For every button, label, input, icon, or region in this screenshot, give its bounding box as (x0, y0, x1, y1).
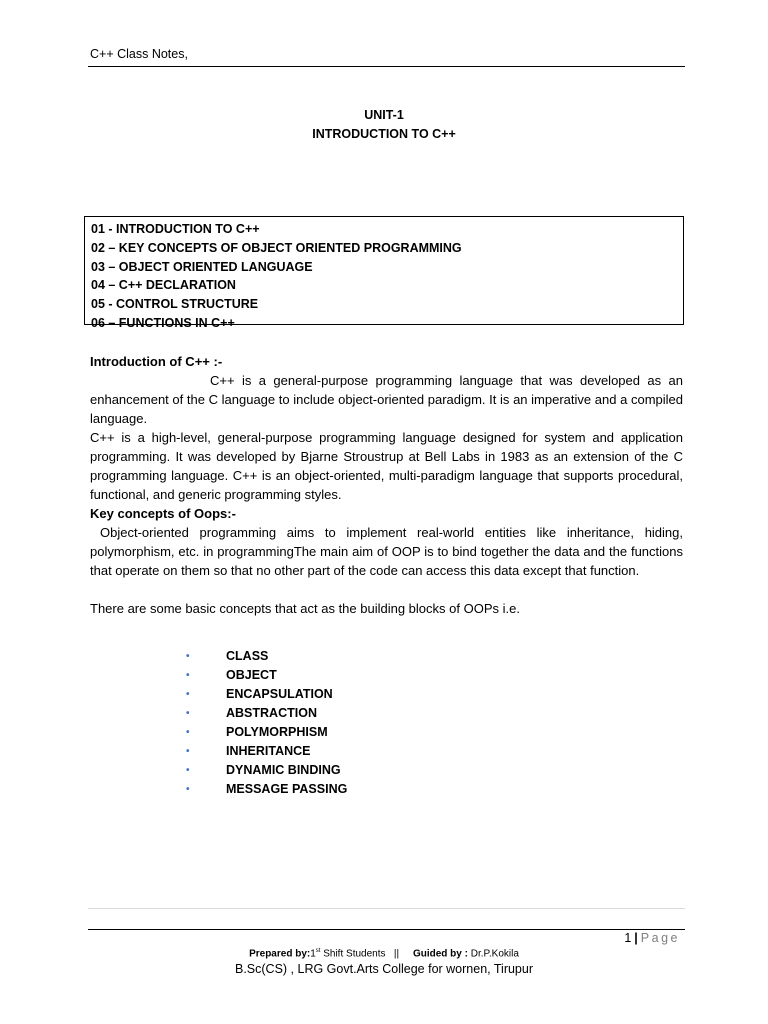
list-item (186, 742, 347, 761)
prepared-value: Shift Students (320, 948, 386, 960)
bullet-icon: • (186, 708, 190, 719)
list-item (186, 647, 347, 666)
concept-label: INHERITANCE (226, 744, 311, 758)
concept-label: POLYMORPHISM (226, 725, 328, 739)
prepared-by-line (0, 948, 768, 959)
intro-paragraph-1: C++ is a general-purpose programming language that was developed as an enhancement of the C language to include object-oriented paradigm. It is an imperative and a compiled language. (90, 373, 683, 426)
concept-label: DYNAMIC BINDING (226, 763, 341, 777)
college-line: B.Sc(CS) , LRG Govt.Arts College for wornen, Tirupur (234, 962, 534, 976)
unit-number: UNIT-1 (364, 108, 404, 122)
guided-label: Guided by : (412, 948, 468, 960)
concept-label: OBJECT (226, 668, 277, 682)
toc-item: 05 - CONTROL STRUCTURE (91, 297, 259, 312)
prepared-sup: st (315, 948, 321, 954)
oops-heading: Key concepts of Oops:- (90, 506, 236, 521)
list-item (186, 704, 347, 723)
toc-item: 04 – C++ DECLARATION (91, 278, 236, 293)
concept-label: ABSTRACTION (226, 706, 317, 720)
list-item (186, 666, 347, 685)
body-text (90, 352, 683, 618)
concept-label: MESSAGE PASSING (226, 782, 348, 796)
table-of-contents (84, 216, 684, 330)
prepared-num: 1 (310, 948, 316, 960)
concept-label: ENCAPSULATION (226, 687, 333, 701)
page-word: Page (640, 931, 680, 945)
unit-heading (0, 106, 768, 144)
page-separator: | (634, 931, 638, 945)
prepared-label: Prepared by: (249, 948, 311, 960)
footer-rule (88, 929, 685, 930)
footer-rule-light (88, 908, 685, 909)
footer-divider: || (393, 948, 400, 960)
list-item (186, 723, 347, 742)
bullet-icon: • (186, 689, 190, 700)
guided-value: Dr.P.Kokila (467, 948, 519, 960)
bullet-icon: • (186, 784, 190, 795)
bullet-icon: • (186, 727, 190, 738)
toc-item: 02 – KEY CONCEPTS OF OBJECT ORIENTED PROGRAMMING (91, 240, 462, 255)
page-number-value: 1 (624, 931, 632, 945)
oops-concept-list (186, 647, 347, 799)
list-item (186, 780, 347, 799)
intro-heading: Introduction of C++ :- (90, 354, 223, 369)
unit-title: INTRODUCTION TO C++ (312, 127, 456, 141)
oops-paragraph-2: There are some basic concepts that act as the building blocks of OOPs i.e. (90, 601, 520, 616)
page-number (624, 931, 680, 945)
oops-paragraph-1: Object-oriented programming aims to implement real-world entities like inheritance, hiding, polymorphism, etc. in programmingThe main aim of OOP is to bind together the data and the functions that operate on them so that no other part of the code can access this data except that function. (90, 525, 683, 578)
intro-paragraph-2: C++ is a high-level, general-purpose programming language designed for system and application programming. It was developed by Bjarne Stroustrup at Bell Labs in 1983 as an extension of the C programming language. C++ is an object-oriented, multi-paradigm language that supports procedural, functional, and generic programming styles. (90, 430, 683, 502)
bullet-icon: • (186, 765, 190, 776)
running-header: C++ Class Notes, (90, 47, 188, 61)
toc-item: 06 – FUNCTIONS IN C++ (91, 315, 235, 330)
concept-label: CLASS (226, 649, 269, 663)
bullet-icon: • (186, 670, 190, 681)
toc-item: 03 – OBJECT ORIENTED LANGUAGE (91, 259, 313, 274)
bullet-icon: • (186, 746, 190, 757)
bullet-icon: • (186, 651, 190, 662)
header-rule (88, 66, 685, 67)
paragraph-spacer (90, 580, 683, 599)
toc-item: 01 - INTRODUCTION TO C++ (91, 222, 260, 236)
list-item (186, 761, 347, 780)
list-item (186, 685, 347, 704)
